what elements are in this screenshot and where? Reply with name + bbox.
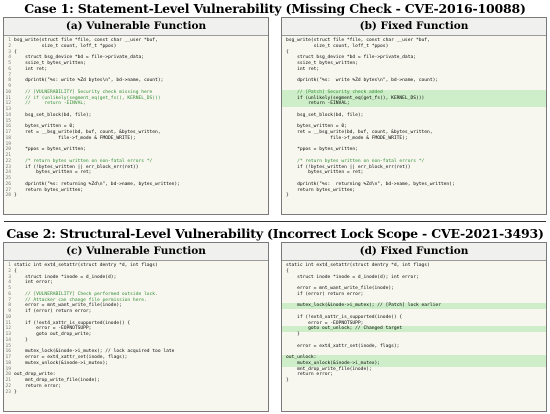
code-text: bsg_set_block(bd, file);: [14, 112, 92, 118]
code-text: error = mnt_want_write_file(inode);: [286, 286, 394, 291]
line-number: 6: [8, 291, 11, 297]
line-number: 23: [5, 164, 11, 170]
code-text: return bytes_written;: [286, 187, 356, 193]
code-text: }: [14, 193, 17, 199]
fixed-function-panel-d: [281, 242, 547, 412]
panel-a-title: (a) Vulnerable Function: [4, 18, 268, 36]
line-number: 5: [8, 286, 11, 291]
code-text: if (!ext4_xattr_is_supported(inode)) {: [286, 314, 403, 320]
code-text: }: [14, 389, 17, 395]
line-number: 16: [5, 349, 11, 355]
line-number: 10: [5, 314, 11, 320]
code-text: ret = __bsg_write(bd, buf, count, &bytes_written,: [286, 130, 433, 135]
code-text: out_unlock:: [286, 355, 317, 360]
code-text: {: [14, 268, 17, 274]
line-number: 12: [5, 326, 11, 332]
code-text: if (!ext4_xattr_is_supported(inode)) {: [14, 320, 131, 326]
code-text: struct bsg_device *bd = file->private_data;: [14, 55, 144, 61]
code-text: file->f_mode & FMODE_WRITE);: [14, 135, 136, 141]
code-text: static int ext4_setattr(struct dentry *d, int flags): [286, 263, 430, 268]
line-number: 8: [8, 78, 11, 84]
code-text: error = -EOPNOTSUPP;: [286, 320, 364, 326]
line-number: 2: [8, 268, 11, 274]
panel-d-title: (d) Fixed Function: [282, 243, 546, 261]
code-block-a: [4, 36, 268, 199]
code-text: // [VULNERABILITY] Check performed outside lock.: [14, 291, 158, 297]
code-line: [4, 193, 268, 199]
code-text: /* return bytes written on non-fatal errors */: [14, 158, 153, 164]
line-number: 1: [8, 263, 11, 268]
code-text: // [VULNERABILITY] Security check missing here: [14, 89, 153, 95]
code-text: // return -EINVAL;: [14, 101, 86, 107]
code-text: dprintk("%s: returning %Zd\n", bd->name, bytes_written);: [286, 181, 455, 187]
code-text: struct bsg_device *bd = file->private_data;: [286, 55, 416, 61]
panel-b-title: (b) Fixed Function: [282, 18, 546, 36]
line-number: 23: [5, 389, 11, 395]
line-number: 4: [8, 280, 11, 286]
code-text: error = mnt_want_write_file(inode);: [14, 303, 122, 309]
code-text: dprintk("%s: write %Zd bytes\n", bd->name, count);: [14, 78, 164, 84]
code-text: file->f_mode & FMODE_WRITE);: [286, 135, 408, 141]
code-text: // Attacker can change file permission here.: [14, 297, 147, 303]
code-text: return -EINVAL;: [286, 101, 350, 107]
code-text: size_t count, loff_t *ppos): [286, 43, 389, 49]
line-number: 15: [5, 118, 11, 124]
line-number: 14: [5, 337, 11, 343]
code-text: *ppos = bytes_written;: [286, 147, 358, 153]
code-text: mnt_drop_write_file(inode);: [286, 366, 372, 372]
line-number: 27: [5, 187, 11, 193]
line-number: 4: [8, 55, 11, 61]
line-number: 16: [5, 124, 11, 130]
code-text: dprintk("%s: returning %Zd\n", bd->name, bytes_written);: [14, 181, 180, 187]
line-number: 9: [8, 84, 11, 89]
line-number: 13: [5, 332, 11, 337]
line-number: 25: [5, 176, 11, 181]
code-text: bsg_set_block(bd, file);: [286, 112, 364, 118]
code-text: mutex_lock(&inode->i_mutex); // [Patch] lock earlier: [286, 303, 441, 309]
line-number: 8: [8, 303, 11, 309]
line-number: 9: [8, 309, 11, 314]
code-text: mnt_drop_write_file(inode);: [14, 378, 100, 383]
line-number: 19: [5, 366, 11, 372]
code-text: int error;: [14, 280, 53, 286]
line-number: 3: [8, 49, 11, 55]
code-text: goto out_drop_write;: [14, 332, 92, 337]
code-text: return bytes_written;: [14, 187, 84, 193]
line-number: 10: [5, 89, 11, 95]
line-number: 28: [5, 193, 11, 199]
code-text: if (!bytes_written || err_block_err(ret)): [14, 164, 139, 170]
code-text: if (error) return error;: [286, 291, 364, 297]
code-text: }: [286, 193, 289, 199]
code-text: struct inode *inode = d_inode(d); int error;: [286, 274, 419, 280]
code-text: size_t count, loff_t *ppos): [14, 43, 117, 49]
line-number: 6: [8, 66, 11, 72]
line-number: 17: [5, 355, 11, 360]
line-number: 2: [8, 43, 11, 49]
code-text: /* return bytes written on non-fatal errors */: [286, 158, 425, 164]
case2-title: Case 2: Structural-Level Vulnerability (Incorrect Lock Scope - CVE-2021-3493): [6, 226, 544, 241]
code-text: dprintk("%s: write %Zd bytes\n", bd->name, count);: [286, 78, 439, 84]
code-text: if (error) return error;: [14, 309, 92, 314]
line-number: 3: [8, 274, 11, 280]
code-text: {: [286, 268, 289, 274]
code-text: error = ext4_xattr_set(inode, flags);: [286, 343, 400, 349]
code-text: mutex_unlock(&inode->i_mutex);: [14, 360, 109, 366]
code-text: return error;: [14, 383, 62, 389]
line-number: 5: [8, 61, 11, 66]
panel-c-title: (c) Vulnerable Function: [4, 243, 268, 261]
line-number: 22: [5, 383, 11, 389]
code-text: ssize_t bytes_written;: [14, 61, 86, 66]
code-text: bytes_written = ret;: [286, 170, 364, 176]
code-text: return error;: [286, 372, 334, 378]
code-block-d: [282, 261, 546, 384]
line-number: 20: [5, 147, 11, 153]
code-block-c: [4, 261, 268, 395]
code-text: // if (unlikely(segment_eq(get_fs(), KERNEL_DS))): [14, 95, 161, 101]
code-text: *ppos = bytes_written;: [14, 147, 86, 153]
line-number: 20: [5, 372, 11, 378]
code-text: }: [286, 378, 289, 383]
code-text: if (unlikely(segment_eq(get_fs(), KERNEL_DS))): [286, 95, 425, 101]
code-line: [282, 378, 546, 384]
case1-title: Case 1: Statement-Level Vulnerability (Missing Check - CVE-2016-10088): [24, 1, 526, 16]
code-line: [4, 390, 268, 396]
code-block-b: [282, 36, 546, 199]
code-text: int ret;: [286, 66, 320, 72]
code-text: bytes_written = ret;: [14, 170, 92, 176]
line-number: 11: [5, 320, 11, 326]
code-text: bsg_write(struct file *file, const char __user *buf,: [14, 38, 158, 43]
code-text: ret = __bsg_write(bd, buf, count, &bytes_written,: [14, 130, 161, 135]
code-text: bytes_written = 0;: [14, 124, 75, 130]
line-number: 13: [5, 107, 11, 112]
line-number: 19: [5, 141, 11, 147]
line-number: 14: [5, 112, 11, 118]
line-number: 17: [5, 130, 11, 135]
code-text: // [Patch] Security check added: [286, 89, 383, 95]
code-text: bytes_written = 0;: [286, 124, 347, 130]
code-text: ssize_t bytes_written;: [286, 61, 358, 66]
line-number: 21: [5, 153, 11, 158]
code-text: mutex_lock(&inode->i_mutex); // lock acquired too late: [14, 349, 175, 355]
code-text: }: [286, 332, 300, 337]
line-number: 12: [5, 101, 11, 107]
line-number: 22: [5, 158, 11, 164]
code-text: {: [286, 49, 289, 55]
line-number: 15: [5, 343, 11, 349]
vulnerable-function-panel-c: [3, 242, 269, 412]
code-text: static int ext4_setattr(struct dentry *d, int flags): [14, 263, 158, 268]
code-text: if (!bytes_written || err_block_err(ret)): [286, 164, 411, 170]
line-number: 21: [5, 378, 11, 383]
line-number: 7: [8, 297, 11, 303]
line-number: 24: [5, 170, 11, 176]
line-number: 26: [5, 181, 11, 187]
code-text: struct inode *inode = d_inode(d);: [14, 274, 117, 280]
code-text: goto out_unlock; // Changed target: [286, 326, 403, 332]
line-number: 18: [5, 360, 11, 366]
code-text: out_drop_write:: [14, 372, 56, 378]
section-divider: [4, 221, 546, 222]
code-text: bsg_write(struct file *file, const char __user *buf,: [286, 38, 430, 43]
vulnerable-function-panel-a: [3, 17, 269, 215]
code-text: }: [14, 337, 28, 343]
line-number: 18: [5, 135, 11, 141]
line-number: 7: [8, 72, 11, 78]
code-text: int ret;: [14, 66, 48, 72]
line-number: 11: [5, 95, 11, 101]
code-text: mutex_unlock(&inode->i_mutex);: [286, 360, 381, 366]
code-text: {: [14, 49, 17, 55]
code-line: [282, 193, 546, 199]
line-number: 1: [8, 38, 11, 43]
fixed-function-panel-b: [281, 17, 547, 215]
code-text: error = -EOPNOTSUPP;: [14, 326, 92, 332]
code-text: error = ext4_xattr_set(inode, flags);: [14, 355, 128, 360]
